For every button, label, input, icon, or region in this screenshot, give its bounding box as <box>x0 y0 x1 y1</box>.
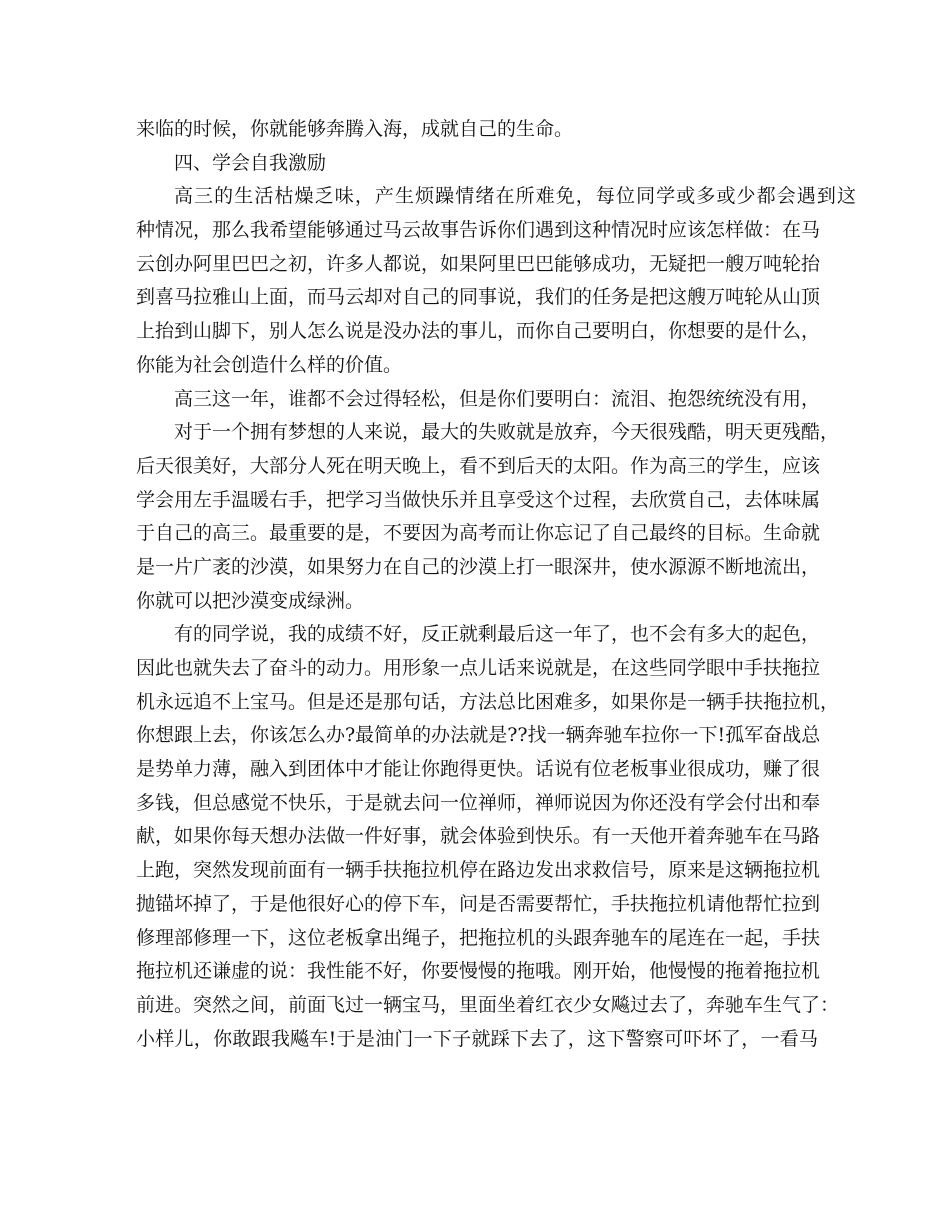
text-line: 云创办阿里巴巴之初，许多人都说，如果阿里巴巴能够成功，无疑把一艘万吨轮抬 <box>136 252 821 275</box>
text-line: 后天很美好，大部分人死在明天晚上，看不到后天的太阳。作为高三的学生，应该 <box>136 454 821 477</box>
text-line: 多钱，但总感觉不快乐，于是就去问一位禅师，禅师说因为你还没有学会付出和奉 <box>136 791 821 814</box>
text-line: 小样儿，你敢跟我飚车!于是油门一下子就踩下去了，这下警察可吓坏了，一看马 <box>136 1027 818 1050</box>
text-line: 你就可以把沙漠变成绿洲。 <box>136 589 365 612</box>
text-line: 前进。突然之间，前面飞过一辆宝马，里面坐着红衣少女飚过去了，奔驰车生气了： <box>136 993 840 1016</box>
text-line: 机永远追不上宝马。但是还是那句话，方法总比困难多，如果你是一辆手扶拖拉机， <box>136 690 840 713</box>
text-line: 种情况，那么我希望能够通过马云故事告诉你们遇到这种情况时应该怎样做：在马 <box>136 219 821 242</box>
text-line: 有的同学说，我的成绩不好，反正就剩最后这一年了，也不会有多大的起色， <box>174 623 821 646</box>
body-text <box>136 113 856 1056</box>
text-line: 你想跟上去，你该怎么办?最简单的办法就是??找一辆奔驰车拉你一下!孤军奋战总 <box>136 724 821 747</box>
text-line: 是势单力薄，融入到团体中才能让你跑得更快。话说有位老板事业很成功，赚了很 <box>136 758 821 781</box>
text-line: 高三的生活枯燥乏味，产生烦躁情绪在所难免，每位同学或多或少都会遇到这 <box>174 185 856 208</box>
text-line: 来临的时候，你就能够奔腾入海，成就自己的生命。 <box>136 118 574 140</box>
text-line: 你能为社会创造什么样的价值。 <box>136 353 403 376</box>
text-line: 对于一个拥有梦想的人来说，最大的失败就是放弃，今天很残酷，明天更残酷， <box>174 421 840 444</box>
text-line: 于自己的高三。最重要的是，不要因为高考而让你忘记了自己最终的目标。生命就 <box>136 522 821 545</box>
text-line: 学会用左手温暖右手，把学习当做快乐并且享受这个过程，去欣赏自己，去体味属 <box>136 488 821 511</box>
text-line: 献，如果你每天想办法做一件好事，就会体验到快乐。有一天他开着奔驰车在马路 <box>136 825 821 848</box>
text-line: 拖拉机还谦虚的说：我性能不好，你要慢慢的拖哦。刚开始，他慢慢的拖着拖拉机 <box>136 960 821 983</box>
text-line: 高三这一年，谁都不会过得轻松，但是你们要明白：流泪、抱怨统统没有用， <box>174 387 821 410</box>
text-line: 因此也就失去了奋斗的动力。用形象一点儿话来说就是，在这些同学眼中手扶拖拉 <box>136 657 821 679</box>
text-line: 抛锚坏掉了，于是他很好心的停下车，问是否需要帮忙，手扶拖拉机请他帮忙拉到 <box>136 892 821 915</box>
text-line: 是一片广袤的沙漠，如果努力在自己的沙漠上打一眼深井，使水源源不断地流出， <box>136 555 821 578</box>
text-line: 到喜马拉雅山上面，而马云却对自己的同事说，我们的任务是把这艘万吨轮从山顶 <box>136 286 821 309</box>
text-line: 上抬到山脚下，别人怎么说是没办法的事儿，而你自己要明白，你想要的是什么， <box>136 320 821 343</box>
text-line: 上跑，突然发现前面有一辆手扶拖拉机停在路边发出求救信号，原来是这辆拖拉机 <box>136 859 821 882</box>
section-heading: 四、学会自我激励 <box>174 151 327 174</box>
text-line: 修理部修理一下，这位老板拿出绳子，把拖拉机的头跟奔驰车的尾连在一起，手扶 <box>136 926 821 949</box>
